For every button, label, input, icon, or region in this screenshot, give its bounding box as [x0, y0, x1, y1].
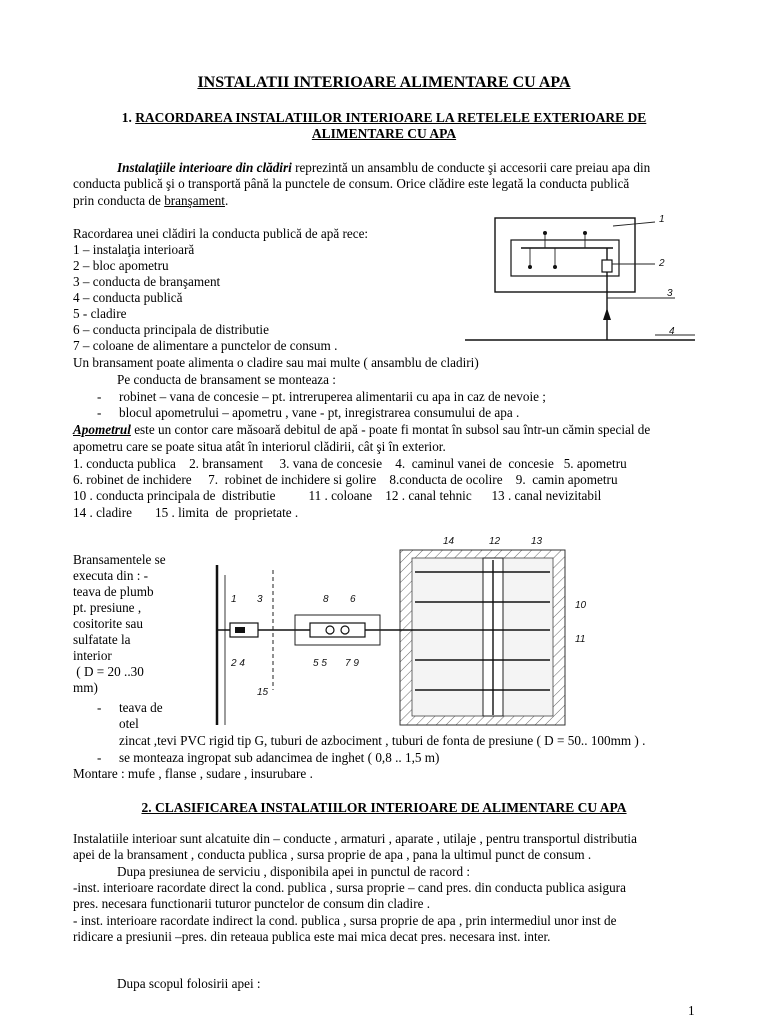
bransamente-line: interior [73, 648, 112, 663]
diagram2-label: 6 [350, 594, 356, 605]
diagram2-label: 11 [575, 634, 586, 645]
bransamente-line: mm) [73, 680, 98, 695]
diagram2-label: 5 5 [313, 658, 327, 669]
bransamente-line: pt. presiune , [73, 600, 142, 615]
branch-bullet1: robinet – vana de concesie – pt. intreruperea alimentarii cu apa in caz de nevoie ; [119, 389, 546, 404]
page-title: INSTALATII INTERIOARE ALIMENTARE CU APA [197, 74, 571, 91]
bullet-dash: - [97, 700, 102, 715]
section1-heading-line2: ALIMENTARE CU APA [311, 126, 457, 141]
intro-line1: Instalaţiile interioare din clădiri reprezintă un ansamblu de conducte şi accesorii care preiau apa din [117, 160, 651, 175]
branch-bullet2: blocul apometrului – apometru , vane - pt, inregistrarea consumului de apa . [119, 405, 520, 420]
intro-term: Instalaţiile interioare din clădiri [117, 160, 292, 175]
section1-heading [0, 110, 768, 126]
list1-header: Racordarea unei clădiri la conducta publică de apă rece: [73, 226, 369, 241]
diagram2-label: 1 [231, 594, 237, 605]
apometru-term: Apometrul [73, 422, 131, 437]
diagram1-label: 4 [669, 326, 675, 337]
legend-line: 6. robinet de inchidere 7. robinet de inchidere si golire 8.conducta de ocolire 9. camin apometru [73, 472, 618, 487]
bransamente-zincat: zincat ,tevi PVC rigid tip G, tuburi de azbociment , tuburi de fonta de presiune ( D = 50.. 100mm ) . [119, 733, 646, 748]
list-item: 2 – bloc apometru [73, 258, 169, 273]
bullet-dash: - [97, 389, 102, 404]
branch-line2: Pe conducta de bransament se monteaza : [117, 372, 336, 387]
section1-number: 1. [121, 110, 136, 125]
branch-line1: Un bransament poate alimenta o cladire sau mai multe ( ansamblu de cladiri) [73, 355, 479, 370]
section1-heading-line1: RACORDAREA INSTALATIILOR INTERIOARE LA RETELELE EXTERIOARE DE [135, 110, 647, 125]
list-item: 7 – coloane de alimentare a punctelor de consum . [73, 338, 338, 353]
diagram1-label: 1 [659, 214, 665, 225]
intro-line3: prin conducta de branşament. [73, 193, 229, 208]
diagram1-label: 2 [659, 258, 665, 269]
clasif-line: Dupa presiunea de serviciu , disponibila apei in punctul de racord : [117, 864, 471, 879]
clasif-line: apei de la bransament , conducta publica , sursa proprie de apa , pana la ultimul punct de consum . [73, 847, 592, 862]
bransamente-line: executa din : - [73, 568, 149, 583]
bullet-dash: - [97, 405, 102, 420]
diagram2-label: 10 [575, 600, 587, 611]
legend-line: 1. conducta publica 2. bransament 3. vana de concesie 4. caminul vanei de concesie 5. apometru [73, 456, 627, 471]
clasif-line: - inst. interioare racordate indirect la cond. publica , sursa proprie de apa , prin intermediul unor inst de [73, 913, 617, 928]
clasif-line: ridicare a presiunii –pres. din reteaua publica este mai mica decat pres. necesara inst. inter. [73, 929, 551, 944]
clasif-line: Instalatiile interioar sunt alcatuite din – conducte , armaturi , aparate , utilaje , pentru transportul distributia [73, 831, 637, 846]
building-connection-diagram [455, 210, 700, 345]
section2-heading: 2. CLASIFICAREA INSTALATIILOR INTERIOARE DE ALIMENTARE CU APA [141, 800, 627, 815]
bransamente-ingropat: se monteaza ingropat sub adancimea de inghet ( 0,8 .. 1,5 m) [119, 750, 440, 765]
intro-line2: conducta publică şi o transportă până la punctele de consum. Orice clădire este legată la conducta publică [73, 176, 630, 191]
list-item: 6 – conducta principala de distributie [73, 322, 269, 337]
clasif-line: Dupa scopul folosirii apei : [117, 976, 261, 991]
diagram2-label: 2 4 [231, 658, 245, 669]
apometru-block [602, 260, 612, 272]
bransamente-line: sulfatate la [73, 632, 131, 647]
list-item: 1 – instalaţia interioară [73, 242, 195, 257]
bransamente-line: ( D = 20 ..30 [73, 664, 144, 679]
apometru-line2: apometru care se poate situa atât în interiorul clădirii, cât şi în exterior. [73, 439, 446, 454]
diagram2-label: 3 [257, 594, 263, 605]
legend-line: 14 . cladire 15 . limita de proprietate . [73, 505, 299, 520]
bransament-term: branşament [164, 193, 225, 208]
bullet-dash: - [97, 750, 102, 765]
list-item: 4 – conducta publică [73, 290, 183, 305]
list-item: 5 - cladire [73, 306, 127, 321]
diagram2-label: 13 [531, 536, 543, 547]
page-number: 1 [688, 1003, 695, 1018]
diagram1-label: 3 [667, 288, 673, 299]
bransamente-line: cositorite sau [73, 616, 143, 631]
bransamente-otel: teava de [119, 700, 163, 715]
diagram2-label: 8 [323, 594, 329, 605]
clasif-line: -inst. interioare racordate direct la cond. publica , sursa proprie – cand pres. din conducta publica asigura [73, 880, 626, 895]
montare-line: Montare : mufe , flanse , sudare , insurubare . [73, 766, 313, 781]
bransamente-line: Bransamentele se [73, 552, 166, 567]
apometru-line1: Apometrul este un contor care măsoară debitul de apă - poate fi montat în subsol sau într-un cămin special de [73, 422, 651, 437]
diagram2-label: 7 9 [345, 658, 359, 669]
diagram2-label: 14 [443, 536, 455, 547]
bransament-layout-diagram [205, 530, 595, 730]
diagram2-label: 12 [489, 536, 501, 547]
clasif-line: pres. necesara functionarii tuturor punctelor de consum din cladire . [73, 896, 431, 911]
list-item: 3 – conducta de branşament [73, 274, 221, 289]
legend-line: 10 . conducta principala de distributie 11 . coloane 12 . canal tehnic 13 . canal nevizitabil [73, 488, 602, 503]
diagram2-label: 15 [257, 687, 269, 698]
bransamente-line: teava de plumb [73, 584, 154, 599]
bransamente-otel: otel [119, 716, 139, 731]
flow-arrow-icon [603, 308, 611, 320]
